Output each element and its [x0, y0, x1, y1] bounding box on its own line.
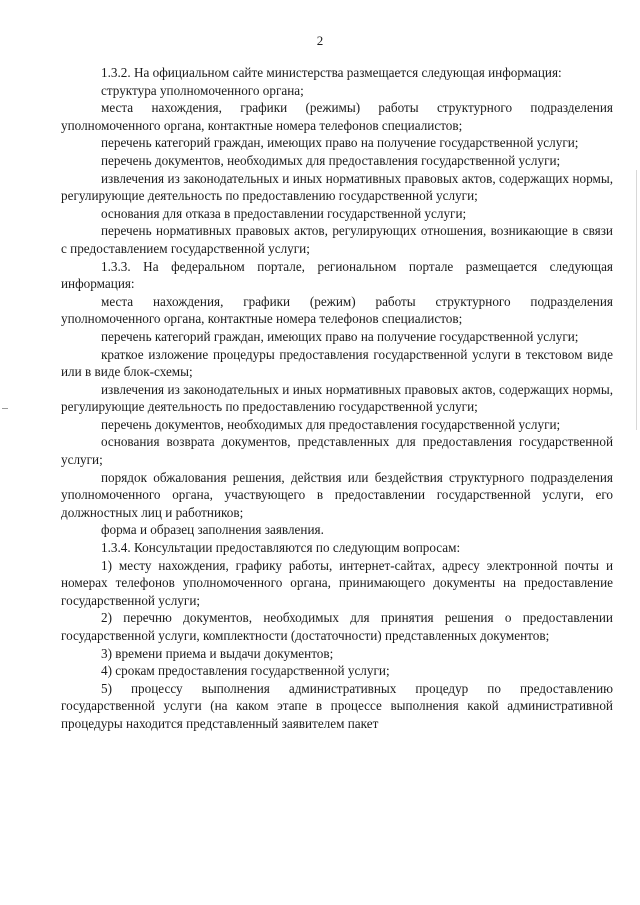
- scan-edge-mark-left: [2, 408, 8, 409]
- list-item: 1) месту нахождения, графику работы, интернет-сайтах, адресу электронной почты и номерах телефонов уполномоченного органа, принимающего документы на предоставление государственной услуги;: [61, 557, 613, 608]
- list-item: извлечения из законодательных и иных нормативных правовых актов, содержащих нормы, регулирующие деятельность по предоставлению государственной услуги;: [61, 170, 613, 204]
- list-item: структура уполномоченного органа;: [101, 82, 304, 98]
- list-item: порядок обжалования решения, действия или бездействия структурного подразделения уполномоченного органа, участвующего в предоставлении государственной услуги, его должностных лиц и работников;: [61, 469, 613, 520]
- list-item: места нахождения, графики (режимы) работы структурного подразделения уполномоченного органа, контактные номера телефонов специалистов;: [61, 100, 613, 133]
- list-item: 5) процессу выполнения административных процедур по предоставлению государственной услуги (на каком этапе в процессе выполнения какой административной процедуры находится представленный заявителем пакет: [61, 680, 613, 731]
- list-item: перечень нормативных правовых актов, регулирующих отношения, возникающие в связи с предоставлением государственной услуги;: [61, 223, 613, 256]
- paragraph-1-3-3: 1.3.3. На федеральном портале, региональном портале размещается следующая информация:: [61, 258, 613, 292]
- page-number: 2: [316, 33, 324, 48]
- list-item: извлечения из законодательных и иных нормативных правовых актов, содержащих нормы, регулирующие деятельность по предоставлению государственной услуги;: [61, 381, 613, 415]
- list-item: перечень категорий граждан, имеющих право на получение государственной услуги;: [101, 328, 579, 344]
- list-item: перечень документов, необходимых для предоставления государственной услуги;: [101, 152, 561, 168]
- list-item: 3) времени приема и выдачи документов;: [101, 645, 334, 661]
- list-item: перечень категорий граждан, имеющих право на получение государственной услуги;: [101, 135, 579, 151]
- scan-edge-mark-right: [636, 170, 637, 430]
- list-item: основания для отказа в предоставлении государственной услуги;: [101, 205, 467, 221]
- paragraph-1-3-2: 1.3.2. На официальном сайте министерства размещается следующая информация:: [101, 65, 562, 80]
- document-body: [61, 64, 613, 733]
- list-item: 2) перечню документов, необходимых для принятия решения о предоставлении государственной услуги, комплектности (достаточности) представленных документов;: [61, 610, 613, 643]
- list-item: краткое изложение процедуры предоставления государственной услуги в текстовом виде или в виде блок-схемы;: [61, 346, 613, 380]
- paragraph-1-3-4: 1.3.4. Консультации предоставляются по следующим вопросам:: [101, 540, 461, 556]
- list-item: 4) срокам предоставления государственной услуги;: [101, 663, 390, 679]
- list-item: перечень документов, необходимых для предоставления государственной услуги;: [101, 416, 561, 432]
- list-item: основания возврата документов, представленных для предоставления государственной услуги;: [61, 434, 613, 468]
- list-item: форма и образец заполнения заявления.: [101, 522, 324, 538]
- list-item: места нахождения, графики (режим) работы структурного подразделения уполномоченного органа, контактные номера телефонов специалистов;: [61, 293, 613, 327]
